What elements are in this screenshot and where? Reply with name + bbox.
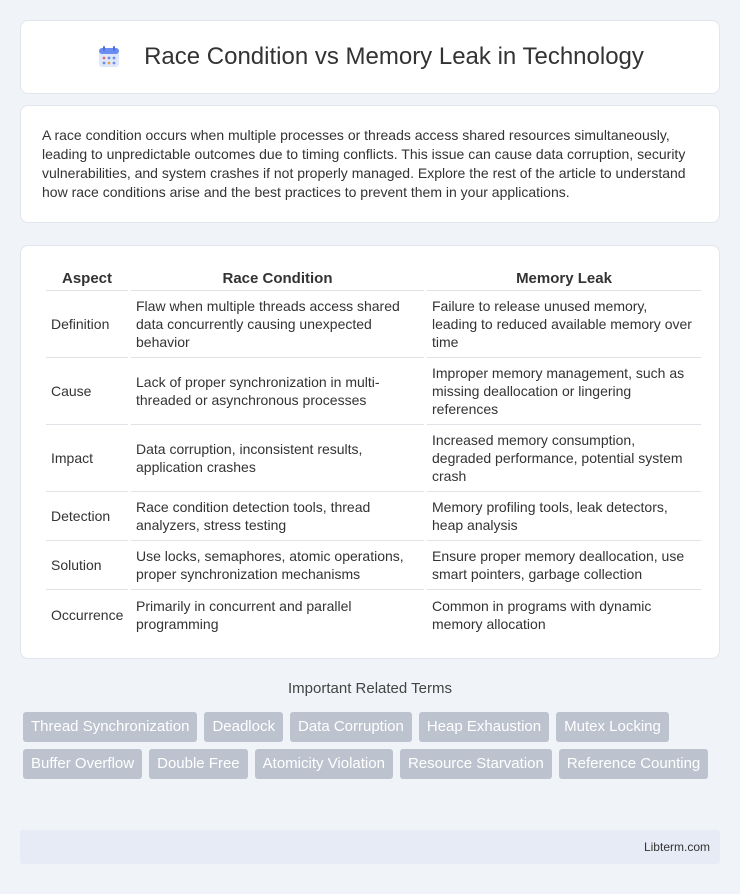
related-terms-title: Important Related Terms	[288, 680, 452, 697]
tag-mutex-locking[interactable]: Mutex Locking	[556, 712, 669, 742]
header-aspect: Aspect	[46, 266, 128, 291]
memory-leak-cell: Memory profiling tools, leak detectors, heap analysis	[427, 492, 701, 541]
memory-leak-cell: Common in programs with dynamic memory allocation	[432, 597, 652, 632]
race-condition-cell: Lack of proper synchronization in multi-threaded or asynchronous processes	[131, 358, 424, 425]
header-race-condition: Race Condition	[131, 266, 424, 291]
tag-reference-counting[interactable]: Reference Counting	[559, 749, 708, 779]
race-condition-cell: Use locks, semaphores, atomic operations, proper synchronization mechanisms	[131, 541, 424, 590]
header-memory-leak: Memory Leak	[427, 266, 701, 291]
race-condition-cell: Primarily in concurrent and parallel programming	[136, 597, 352, 632]
calendar-grid-icon	[96, 44, 122, 70]
related-terms-list	[23, 712, 723, 779]
footer-site-link[interactable]: Libterm.com	[643, 840, 710, 854]
table-header-row	[46, 266, 701, 291]
tag-atomicity-violation[interactable]: Atomicity Violation	[255, 749, 393, 779]
tag-deadlock[interactable]: Deadlock	[204, 712, 283, 742]
tag-heap-exhaustion[interactable]: Heap Exhaustion	[419, 712, 549, 742]
race-condition-cell: Race condition detection tools, thread analyzers, stress testing	[131, 492, 424, 541]
comparison-table	[43, 266, 704, 639]
comparison-table-card	[20, 245, 720, 659]
race-condition-cell: Data corruption, inconsistent results, application crashes	[131, 425, 424, 492]
memory-leak-cell: Failure to release unused memory, leading to reduced available memory over time	[427, 291, 701, 358]
page-title: Race Condition vs Memory Leak in Technology	[144, 43, 644, 70]
tag-thread-synchronization[interactable]: Thread Synchronization	[23, 712, 197, 742]
title-card	[20, 20, 720, 94]
row-aspect: Detection	[46, 492, 128, 541]
row-aspect: Impact	[46, 425, 128, 492]
memory-leak-cell: Increased memory consumption, degraded performance, potential system crash	[427, 425, 701, 492]
table-row	[46, 590, 701, 639]
table-row	[46, 541, 701, 590]
race-condition-cell: Flaw when multiple threads access shared data concurrently causing unexpected behavior	[131, 291, 424, 358]
tag-double-free[interactable]: Double Free	[149, 749, 248, 779]
row-aspect: Definition	[46, 291, 128, 358]
memory-leak-cell: Ensure proper memory deallocation, use smart pointers, garbage collection	[427, 541, 701, 590]
tag-buffer-overflow[interactable]: Buffer Overflow	[23, 749, 142, 779]
intro-card	[20, 105, 720, 223]
table-row	[46, 492, 701, 541]
tag-resource-starvation[interactable]: Resource Starvation	[400, 749, 552, 779]
tag-data-corruption[interactable]: Data Corruption	[290, 712, 412, 742]
table-row	[46, 425, 701, 492]
table-row	[46, 358, 701, 425]
intro-text: A race condition occurs when multiple processes or threads access shared resources simultaneously, leading to unpredictable outcomes due to timing conflicts. This issue can cause data corruption, security vulnerabilities, and system crashes if not properly managed. Explore the rest of the article to understand how race conditions arise and the best practices to prevent them in your applications.	[42, 127, 686, 200]
table-row	[46, 291, 701, 358]
row-aspect: Solution	[46, 541, 128, 590]
row-aspect: Occurrence	[51, 606, 124, 623]
memory-leak-cell: Improper memory management, such as missing deallocation or lingering references	[427, 358, 701, 425]
row-aspect: Cause	[46, 358, 128, 425]
footer	[20, 830, 720, 864]
